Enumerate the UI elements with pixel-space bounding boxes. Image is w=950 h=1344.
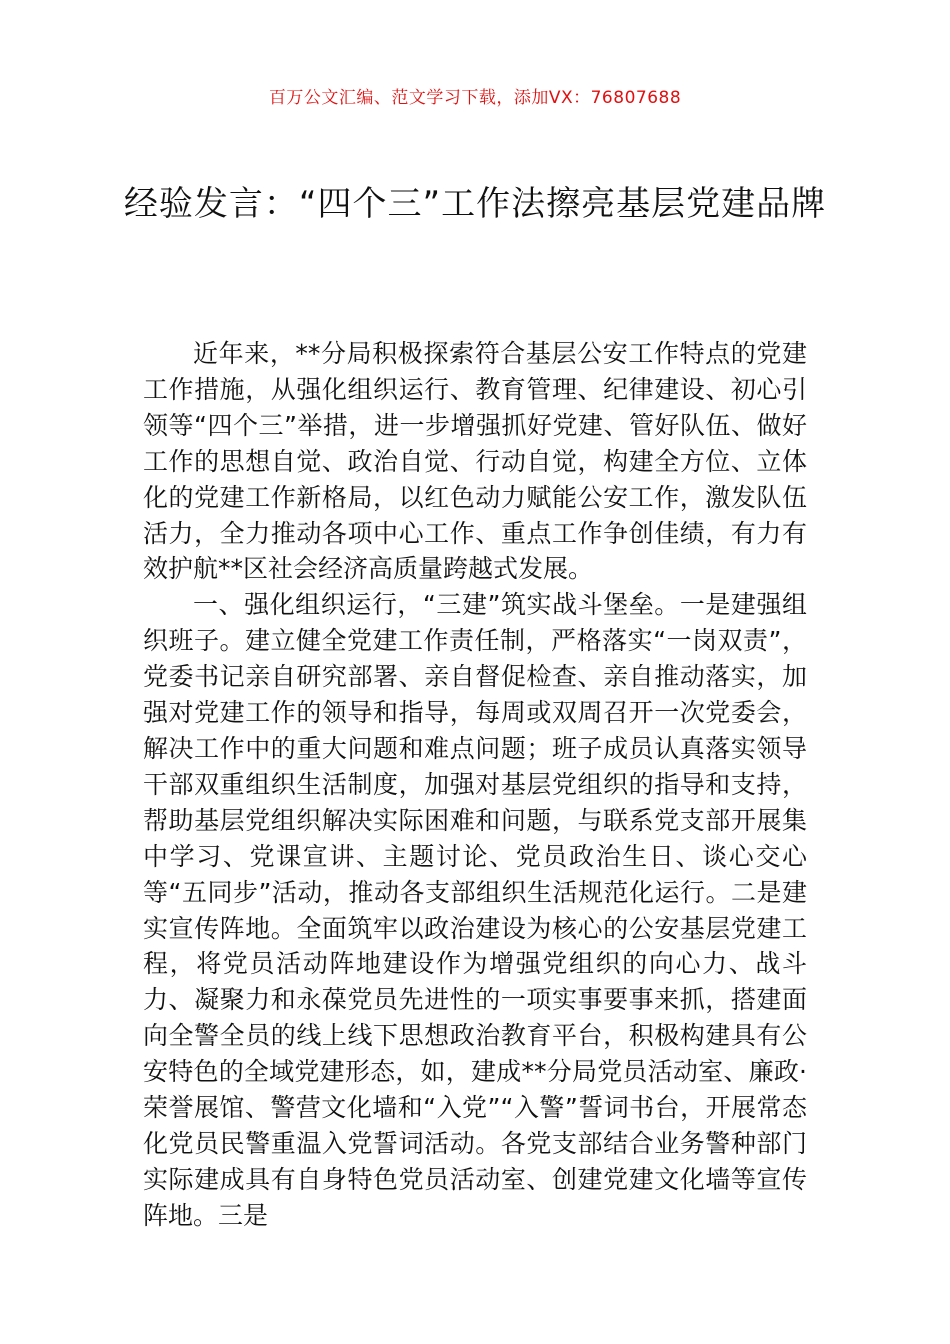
paragraph-section-one: 一、强化组织运行，“三建”筑实战斗堡垒。一是建强组织班子。建立健全党建工作责任制，严格落实“一岗双责”，党委书记亲自研究部署、亲自督促检查、亲自推动落实，加强对党建工作的领导和指导，每周或双周召开一次党委会，解决工作中的重大问题和难点问题；班子成员认真落实领导干部双重组织生活制度，加强对基层党组织的指导和支持，帮助基层党组织解决实际困难和问题，与联系党支部开展集中学习、党课宣讲、主题讨论、党员政治生日、谈心交心等“五同步”活动，推动各支部组织生活规范化运行。二是建实宣传阵地。全面筑牢以政治建设为核心的公安基层党建工程，将党员活动阵地建设作为增强党组织的向心力、战斗力、凝聚力和永葆党员先进性的一项实事要事来抓，搭建面向全警全员的线上线下思想政治教育平台，积极构建具有公安特色的全域党建形态，如，建成**分局党员活动室、廉政·荣誉展馆、警营文化墙和“入党”“入警”誓词书台，开展常态化党员民警重温入党誓词活动。各党支部结合业务警种部门实际建成具有自身特色党员活动室、创建党建文化墙等宣传阵地。三是 (143, 590, 807, 1230)
document-body (143, 336, 807, 1234)
header-watermark-note: 百万公文汇编、范文学习下载，添加VX：76807688 (268, 88, 682, 108)
paragraph-intro: 近年来，**分局积极探索符合基层公安工作特点的党建工作措施，从强化组织运行、教育管理、纪律建设、初心引领等“四个三”举措，进一步增强抓好党建、管好队伍、做好工作的思想自觉、政治自觉、行动自觉，构建全方位、立体化的党建工作新格局，以红色动力赋能公安工作，激发队伍活力，全力推动各项中心工作、重点工作争创佳绩，有力有效护航**区社会经济高质量跨越式发展。 (143, 339, 807, 584)
document-title: 经验发言：“四个三”工作法擦亮基层党建品牌 (123, 184, 827, 224)
